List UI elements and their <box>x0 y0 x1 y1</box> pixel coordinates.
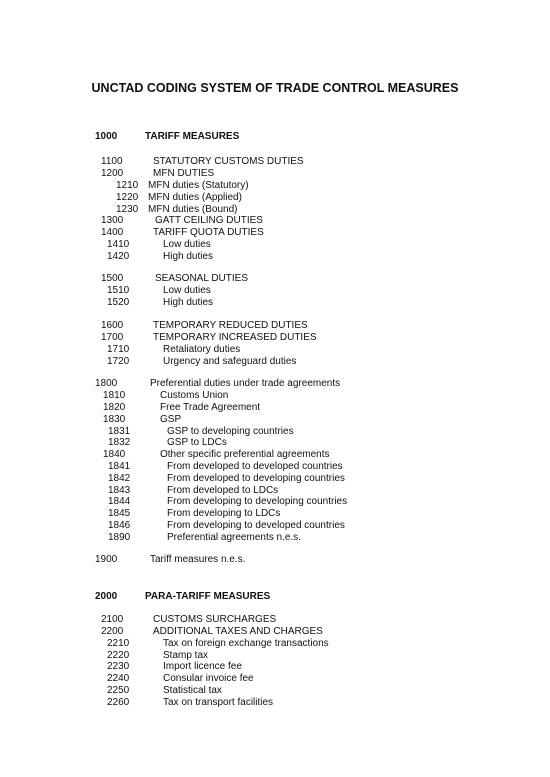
measure-code: 1510 <box>107 285 130 296</box>
page-title: UNCTAD CODING SYSTEM OF TRADE CONTROL MEASURES <box>91 81 459 95</box>
measure-label: Import licence fee <box>163 661 242 672</box>
measure-row <box>0 273 550 285</box>
measure-label: Urgency and safeguard duties <box>163 356 297 367</box>
measure-label: Preferential duties under trade agreements <box>150 378 341 389</box>
measure-label: Customs Union <box>160 390 229 401</box>
measure-row <box>0 378 550 390</box>
measure-label: SEASONAL DUTIES <box>155 273 248 284</box>
measure-label: TARIFF QUOTA DUTIES <box>153 227 264 238</box>
measure-label: Preferential agreements n.e.s. <box>167 532 301 543</box>
measure-code: 1831 <box>108 426 131 437</box>
measure-label: GSP <box>160 414 182 425</box>
measure-row <box>0 180 550 192</box>
measure-code: 1832 <box>108 437 131 448</box>
measure-code: 1810 <box>103 390 126 401</box>
measure-label: ADDITIONAL TAXES AND CHARGES <box>153 626 323 637</box>
measure-code: 1710 <box>107 344 130 355</box>
measure-row <box>0 402 550 414</box>
measure-row <box>0 390 550 402</box>
measure-code: 2220 <box>107 650 130 661</box>
measure-code: 2210 <box>107 638 130 649</box>
measure-row <box>0 591 550 603</box>
measure-label: From developing to LDCs <box>167 508 281 519</box>
measure-label: From developed to developing countries <box>167 473 345 484</box>
measure-code: 1520 <box>107 297 130 308</box>
measure-label: GSP to developing countries <box>167 426 294 437</box>
measure-row <box>0 614 550 626</box>
measure-row <box>0 626 550 638</box>
measure-code: 1210 <box>116 180 139 191</box>
measure-label: MFN duties (Statutory) <box>148 180 249 191</box>
measure-label: TEMPORARY REDUCED DUTIES <box>153 320 308 331</box>
measure-row <box>0 520 550 532</box>
measure-label: Retaliatory duties <box>163 344 241 355</box>
measure-row <box>0 496 550 508</box>
measure-row <box>0 414 550 426</box>
measure-code: 1845 <box>108 508 131 519</box>
measure-label: TARIFF MEASURES <box>145 131 240 142</box>
measure-code: 1420 <box>107 251 130 262</box>
measure-code: 1220 <box>116 192 139 203</box>
measure-row <box>0 356 550 368</box>
measure-label: MFN DUTIES <box>153 168 215 179</box>
measure-code: 1410 <box>107 239 130 250</box>
measure-row <box>0 638 550 650</box>
measure-label: Low duties <box>163 239 211 250</box>
measure-code: 1200 <box>101 168 124 179</box>
measure-label: Low duties <box>163 285 211 296</box>
measure-row <box>0 449 550 461</box>
measure-label: From developed to developed countries <box>167 461 343 472</box>
measure-label: PARA-TARIFF MEASURES <box>145 591 271 602</box>
measure-label: GATT CEILING DUTIES <box>155 215 263 226</box>
measure-label: Stamp tax <box>163 650 209 661</box>
measure-code: 1820 <box>103 402 126 413</box>
measure-label: Tax on transport facilities <box>163 697 274 708</box>
measure-code: 1843 <box>108 485 131 496</box>
measure-code: 1100 <box>101 156 123 167</box>
measure-code: 1800 <box>95 378 118 389</box>
measure-code: 2000 <box>95 591 118 602</box>
measure-label: STATUTORY CUSTOMS DUTIES <box>153 156 304 167</box>
measure-row <box>0 554 550 566</box>
measure-row <box>0 131 550 143</box>
measure-label: Other specific preferential agreements <box>160 449 330 460</box>
measure-row <box>0 673 550 685</box>
measure-row <box>0 168 550 180</box>
measure-row <box>0 297 550 309</box>
measure-label: High duties <box>163 297 214 308</box>
measure-code: 1300 <box>101 215 124 226</box>
measure-row <box>0 192 550 204</box>
measure-code: 1890 <box>108 532 131 543</box>
measure-row <box>0 215 550 227</box>
measure-code: 1600 <box>101 320 124 331</box>
measure-row <box>0 332 550 344</box>
measure-label: MFN duties (Bound) <box>148 204 238 215</box>
measure-label: Tariff measures n.e.s. <box>150 554 246 565</box>
measure-row <box>0 437 550 449</box>
measure-label: Free Trade Agreement <box>160 402 261 413</box>
measure-code: 2260 <box>107 697 130 708</box>
measure-code: 1840 <box>103 449 126 460</box>
measure-label: Statistical tax <box>163 685 222 696</box>
measure-code: 1830 <box>103 414 126 425</box>
measure-label: From developing to developed countries <box>167 520 345 531</box>
measure-code: 1230 <box>116 204 139 215</box>
measure-label: CUSTOMS SURCHARGES <box>153 614 277 625</box>
measure-label: TEMPORARY INCREASED DUTIES <box>153 332 317 343</box>
measure-code: 2200 <box>101 626 124 637</box>
measure-row <box>0 320 550 332</box>
measure-row <box>0 461 550 473</box>
measure-code: 2250 <box>107 685 130 696</box>
measure-row <box>0 285 550 297</box>
measure-label: From developed to LDCs <box>167 485 279 496</box>
measure-code: 1720 <box>107 356 130 367</box>
measure-code: 1844 <box>108 496 131 507</box>
measure-row <box>0 697 550 709</box>
measure-code: 1900 <box>95 554 118 565</box>
measure-code: 1846 <box>108 520 131 531</box>
measure-code: 1400 <box>101 227 124 238</box>
measure-code: 1842 <box>108 473 131 484</box>
measure-code: 2240 <box>107 673 130 684</box>
measure-label: From developing to developing countries <box>167 496 348 507</box>
measure-row <box>0 661 550 673</box>
measure-label: Consular invoice fee <box>163 673 254 684</box>
measure-code: 2230 <box>107 661 130 672</box>
measure-code: 2100 <box>101 614 124 625</box>
measure-code: 1700 <box>101 332 124 343</box>
measure-row <box>0 532 550 544</box>
measure-row <box>0 685 550 697</box>
measure-row <box>0 508 550 520</box>
measure-code: 1500 <box>101 273 124 284</box>
measure-row <box>0 156 550 168</box>
measure-code: 1841 <box>108 461 131 472</box>
measure-label: Tax on foreign exchange transactions <box>163 638 329 649</box>
measure-row <box>0 344 550 356</box>
measure-row <box>0 251 550 263</box>
measure-row <box>0 473 550 485</box>
measure-label: GSP to LDCs <box>167 437 227 448</box>
measure-code: 1000 <box>95 131 118 142</box>
measure-row <box>0 227 550 239</box>
measure-label: High duties <box>163 251 214 262</box>
measure-row <box>0 239 550 251</box>
measure-label: MFN duties (Applied) <box>148 192 242 203</box>
